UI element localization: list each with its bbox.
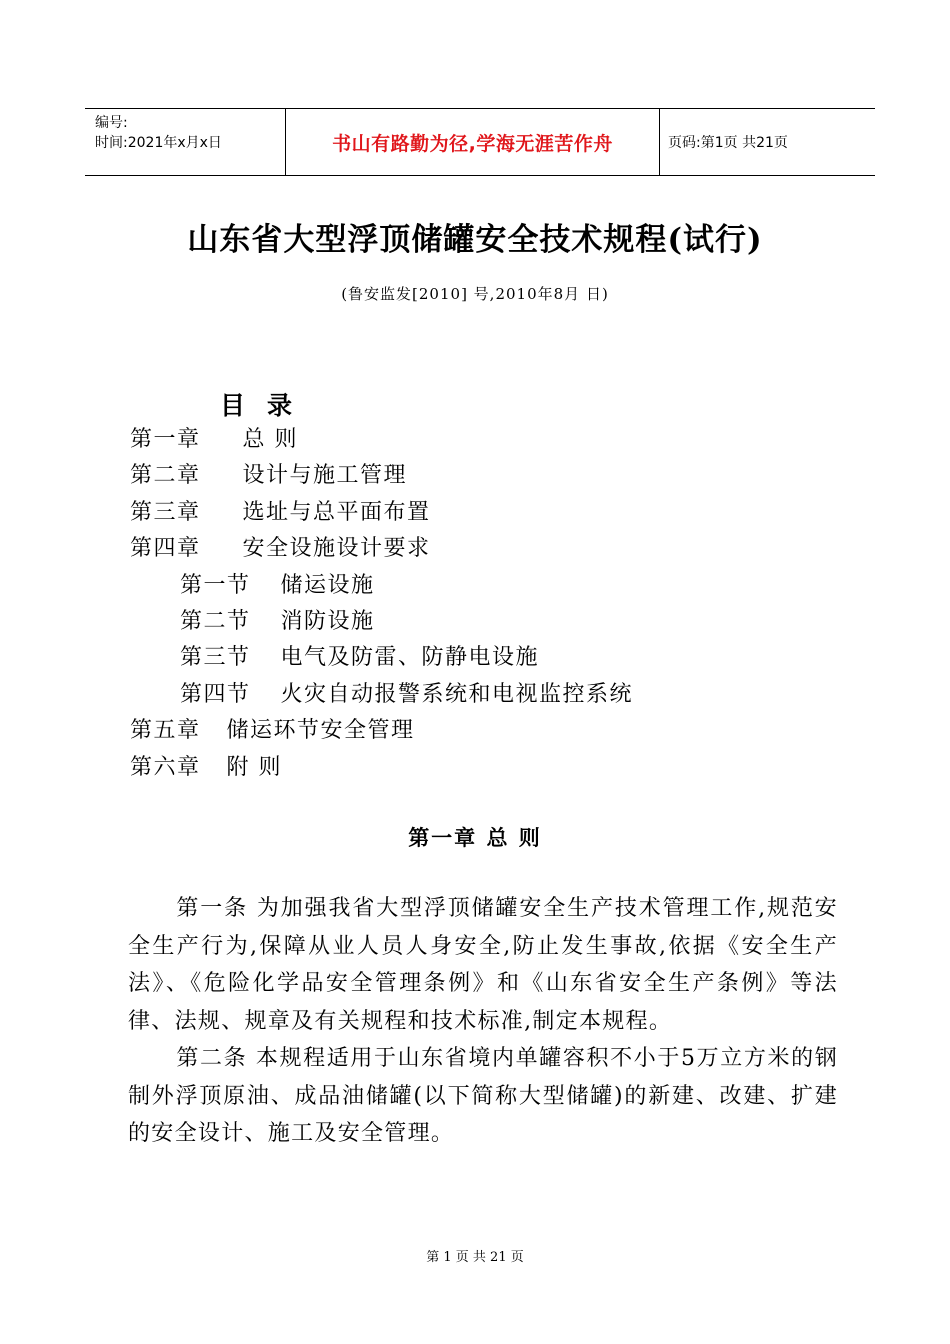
toc-item-number: 第四章 (130, 536, 201, 562)
chapter-heading: 第一章 总 则 (408, 825, 542, 850)
toc-heading: 目录 (220, 391, 315, 420)
toc-item-text: 总 则 (242, 427, 299, 452)
toc-item-text: 设计与施工管理 (242, 463, 408, 489)
toc-item-number: 第二章 (130, 463, 201, 489)
article-paragraph: 第二条 本规程适用于山东省境内单罐容积不小于5万立方米的钢制外浮顶原油、成品油储罐(以下简称大型储罐)的新建、改建、扩建的安全设计、施工及安全管理。 (128, 1046, 838, 1146)
article-paragraph: 第一条 为加强我省大型浮顶储罐安全生产技术管理工作,规范安全生产行为,保障从业人员人身安全,防止发生事故,依据《安全生产法》、《危险化学品安全管理条例》和《山东省安全生产条例》等法律、法规、规章及有关规程和技术标准,制定本规程。 (128, 896, 838, 1034)
toc-item-text: 电气及防雷、防静电设施 (280, 645, 540, 671)
motto-text: 书山有路勤为径,学海无涯苦作舟 (332, 132, 613, 155)
number-label: 编号: (95, 115, 128, 131)
toc-item-number: 第四节 (180, 681, 251, 707)
chapter-body (128, 890, 838, 1153)
toc-item-number: 第六章 (130, 754, 201, 780)
toc-item-text: 安全设施设计要求 (242, 536, 431, 562)
toc-item-text: 消防设施 (280, 608, 375, 634)
toc-item-text: 选址与总平面布置 (242, 499, 431, 525)
toc-item-number: 第三章 (130, 499, 201, 525)
header-table (85, 108, 875, 176)
document-subtitle: (鲁安监发[2010] 号,2010年8月 日) (341, 285, 609, 303)
page-footer: 第 1 页 共 21 页 (426, 1250, 524, 1265)
toc-item-chapter-6[interactable] (130, 750, 633, 786)
toc-item-section-2[interactable] (130, 604, 633, 640)
page-label: 页码:第1页 共21页 (668, 135, 788, 151)
header-motto-cell (286, 109, 660, 175)
toc-item-chapter-2[interactable] (130, 458, 633, 494)
toc-item-text: 储运设施 (280, 572, 375, 598)
toc-item-number: 第二节 (180, 608, 251, 634)
toc-item-text: 储运环节安全管理 (226, 718, 415, 744)
document-title: 山东省大型浮顶储罐安全技术规程(试行) (187, 222, 763, 258)
header-page-cell (660, 109, 875, 175)
toc-item-number: 第一章 (130, 427, 201, 452)
toc-item-section-1[interactable] (130, 568, 633, 604)
table-of-contents (130, 422, 633, 786)
toc-item-section-4[interactable] (130, 677, 633, 713)
toc-item-chapter-3[interactable] (130, 495, 633, 531)
toc-item-chapter-1[interactable] (130, 422, 633, 458)
toc-item-number: 第一节 (180, 572, 251, 598)
toc-item-section-3[interactable] (130, 640, 633, 676)
toc-item-chapter-5[interactable] (130, 713, 633, 749)
toc-item-number: 第三节 (180, 645, 251, 671)
toc-item-text: 火灾自动报警系统和电视监控系统 (280, 681, 634, 707)
toc-item-text: 附 则 (226, 754, 283, 780)
header-meta-cell (85, 109, 286, 175)
time-label: 时间:2021年x月x日 (95, 135, 222, 151)
toc-item-number: 第五章 (130, 718, 201, 744)
toc-item-chapter-4[interactable] (130, 531, 633, 567)
